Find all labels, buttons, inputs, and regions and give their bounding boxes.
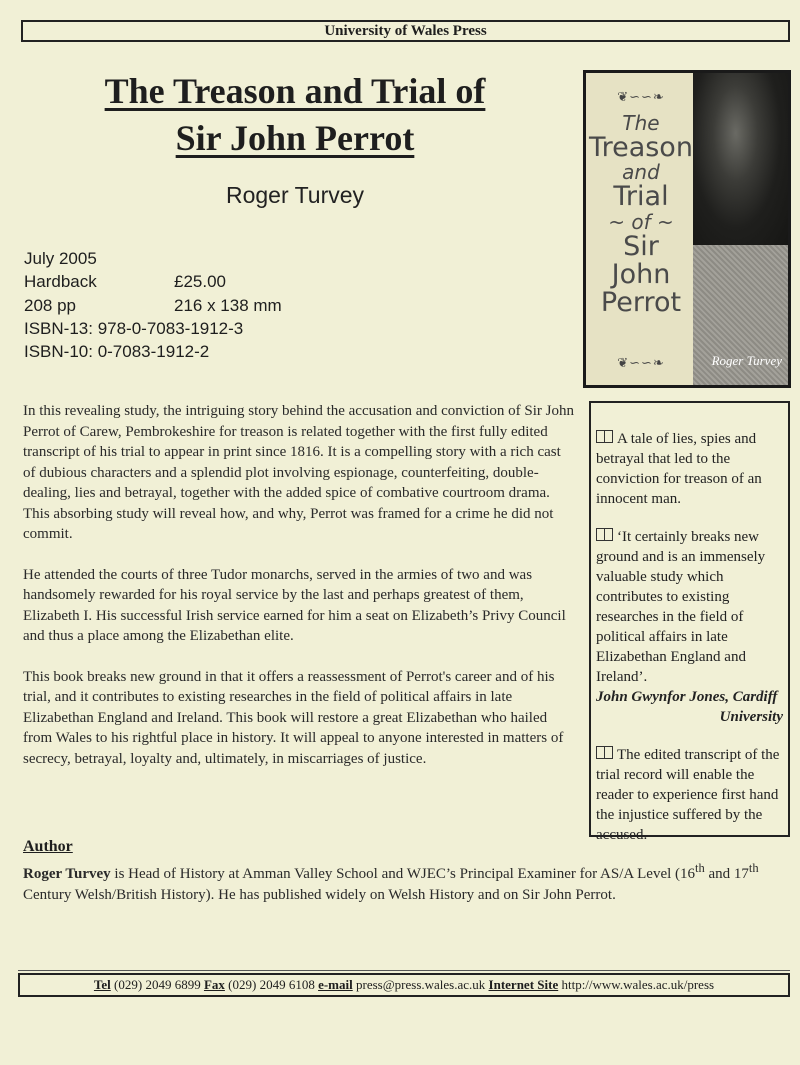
cover-title-line5: ~ of ~ — [608, 209, 674, 234]
highlight-1 — [596, 429, 783, 509]
book-icon — [596, 528, 613, 541]
highlights-box — [589, 401, 790, 843]
book-icon — [596, 746, 613, 759]
cover-title-line4: Trial — [613, 181, 669, 213]
author-bio-sup-1: th — [695, 861, 705, 875]
cover-title-line7: John — [611, 259, 671, 291]
highlight-1-text: A tale of lies, spies and betrayal that led to the conviction for treason of an innocent man. — [596, 431, 762, 507]
fax-number: (029) 2049 6108 — [228, 977, 315, 992]
author-bio-sup-2: th — [748, 861, 759, 875]
format: Hardback — [24, 272, 97, 292]
isbn-13: ISBN-13: 978-0-7083-1912-3 — [24, 318, 244, 338]
publisher-header — [21, 20, 790, 42]
cover-title-line2: Treason — [589, 132, 693, 163]
contact-footer — [18, 973, 790, 997]
cover-title-line8: Perrot — [600, 287, 682, 319]
tel-number: (029) 2049 6899 — [114, 977, 201, 992]
cover-title — [586, 113, 696, 318]
book-title — [40, 68, 550, 162]
book-cover-image — [583, 70, 791, 388]
quote-attribution — [596, 687, 783, 727]
highlight-2 — [596, 527, 783, 687]
tel-label: Tel — [93, 977, 111, 992]
page-count: 208 pp — [24, 295, 76, 315]
cover-portrait — [693, 73, 788, 245]
description-paragraph-3: This book breaks new ground in that it offers a reassessment of Perrot's career and of his trial, and it contributes to existing researches in the field of political affairs in late Elizabethan England and Ireland. This book will restore a great Elizabethan who hailed from Wales to his rightful place in history. It will appeal to anyone interested in matters of secrecy, betrayal, loyalty and, ultimately, in miscarriages of justice. — [23, 668, 564, 767]
author-bio — [23, 858, 783, 905]
dimensions: 216 x 138 mm — [174, 295, 282, 315]
fax-label: Fax — [203, 977, 225, 992]
highlight-3 — [596, 745, 783, 845]
attribution-place: University — [719, 709, 783, 725]
book-author: Roger Turvey — [225, 182, 365, 208]
email-label: e-mail — [318, 977, 353, 992]
website-url[interactable]: http://www.wales.ac.uk/press — [561, 977, 715, 992]
publication-date: July 2005 — [24, 249, 97, 268]
description-paragraph-2: He attended the courts of three Tudor monarchs, served in the armies of two and was handsomely rewarded for his royal service by the last and perhaps greatest of them, Elizabeth I. His successful Irish service earned for him a seat on Elizabeth’s Privy Council and thus a place among the Elizabethan elite. — [23, 566, 566, 644]
book-title-line1: The Treason and Trial of — [104, 71, 486, 111]
book-details — [24, 247, 324, 363]
author-heading: Author — [23, 838, 73, 855]
email-address[interactable]: press@press.wales.ac.uk — [355, 977, 486, 992]
publisher-name: University of Wales Press — [324, 23, 487, 39]
author-bio-text-1: is Head of History at Amman Valley School and WJEC’s Principal Examiner for AS/A Level (16 — [110, 866, 696, 882]
format-price-row — [24, 270, 324, 293]
cover-ornament-top: ❦∽∽❧ — [617, 89, 665, 104]
attribution-name: John Gwynfor Jones, Cardiff — [596, 689, 778, 705]
cover-title-line1: The — [622, 111, 660, 135]
description-paragraph-1: In this revealing study, the intriguing story behind the accusation and conviction of Sir John Perrot of Carew, Pembrokeshire for treason is related together with the first fully edited transcript of his trial to appear in print since 1816. It is a compelling story with a rich cast of dubious characters and a splendid plot involving espionage, counterfeiting, double-dealing, lies and betrayal, together with the added spice of combative courtroom drama. This absorbing study will reveal how, and why, Perrot was framed for a crime he did not commit. — [23, 403, 575, 542]
cover-ornament-bottom: ❦∽∽❧ — [617, 355, 665, 370]
highlight-2-text: ‘It certainly breaks new ground and is an immensely valuable study which contributes to existing researches in the field of political affairs in late Elizabethan England and Ireland’. — [596, 529, 766, 685]
pages-dimensions-row — [24, 294, 324, 317]
author-bio-text-2: and 17 — [704, 866, 749, 882]
book-title-line2: Sir John Perrot — [175, 118, 415, 158]
cover-author: Roger Turvey — [711, 353, 782, 368]
isbn-10: ISBN-10: 0-7083-1912-2 — [24, 342, 210, 362]
author-bio-text-3: Century Welsh/British History). He has published widely on Welsh History and on Sir John Perrot. — [23, 886, 616, 903]
footer-divider — [18, 970, 790, 971]
book-icon — [596, 430, 613, 443]
author-bio-name: Roger Turvey — [23, 866, 111, 882]
cover-title-line6: Sir — [623, 230, 659, 262]
website-label: Internet Site — [488, 977, 559, 992]
price: £25.00 — [174, 272, 226, 292]
highlight-3-text: The edited transcript of the trial record will enable the reader to experience first hand the injustice suffered by the accused. — [596, 747, 780, 843]
book-description — [23, 401, 575, 789]
cover-title-line3: and — [622, 160, 660, 185]
